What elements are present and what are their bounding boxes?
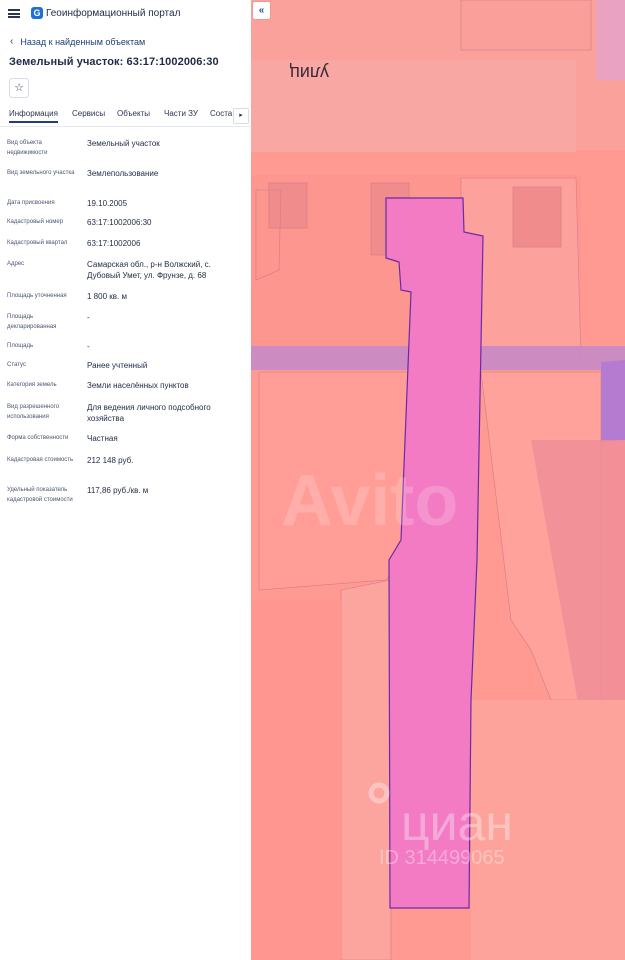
info-value: 63:17:1002006:30	[87, 218, 152, 227]
road-east-segment	[601, 360, 625, 442]
info-value: Частная	[87, 434, 118, 443]
info-value: 1 800 кв. м	[87, 292, 127, 301]
info-label: Статус	[7, 362, 26, 368]
info-label: Дата присвоения	[7, 200, 55, 206]
tab-services[interactable]: Сервисы	[72, 109, 106, 118]
info-value: -	[87, 342, 90, 351]
info-value: Землепользование	[87, 169, 159, 178]
cian-brand-text: циан	[401, 795, 513, 851]
info-label: Площадь уточненная	[7, 293, 67, 299]
info-label: Адрес	[7, 261, 25, 267]
tab-bar	[0, 106, 251, 127]
hamburger-menu-icon[interactable]	[8, 9, 20, 18]
info-label: Категория земель	[7, 382, 57, 388]
info-value: 212 148 руб.	[87, 456, 134, 465]
info-panel	[0, 0, 252, 960]
info-label: Кадастровый номер	[7, 219, 64, 225]
street-label: улиц	[289, 63, 329, 83]
info-value: Ранее учтенный	[87, 361, 148, 370]
cian-id-text: ID 314499065	[379, 847, 505, 869]
arrow-right-icon: ▸	[239, 112, 243, 119]
info-value: Земли населённых пунктов	[87, 381, 189, 390]
info-value: Для ведения личного подсобного хозяйства	[87, 403, 211, 423]
parcel-lower-strip	[341, 580, 391, 960]
info-label: Вид земельного участка	[7, 170, 75, 176]
double-chevron-left-icon: «	[258, 5, 265, 16]
app-title: Геоинформационный портал	[46, 8, 181, 19]
info-label: Вид объекта недвижимости	[7, 140, 48, 156]
tab-information[interactable]: Информация	[9, 109, 58, 123]
back-link-label: Назад к найденным объектам	[20, 36, 146, 47]
tab-composition[interactable]: Соста	[210, 109, 233, 118]
collapse-panel-button[interactable]	[253, 2, 270, 19]
info-label: Площадь декларированная	[7, 314, 57, 330]
info-label: Площадь	[7, 343, 34, 349]
building-3	[513, 187, 561, 247]
star-icon: ☆	[14, 82, 24, 94]
chevron-left-icon: ‹	[10, 36, 14, 47]
info-label: Удельный показатель кадастровой стоимости	[7, 487, 73, 503]
info-value: Земельный участок	[87, 139, 160, 148]
info-label: Форма собственности	[7, 435, 69, 441]
top-bar	[0, 0, 251, 28]
block-south-west	[251, 600, 341, 960]
parcel-ne-corner	[596, 0, 625, 80]
portal-logo-icon: G	[31, 7, 43, 19]
map-canvas[interactable]	[251, 0, 625, 960]
tab-parcel-parts[interactable]: Части ЗУ	[164, 109, 198, 118]
object-title: Земельный участок: 63:17:1002006:30	[9, 56, 219, 68]
parcel-top	[461, 0, 591, 50]
back-to-results-link[interactable]	[10, 36, 145, 47]
tabs-scroll-right-button[interactable]	[233, 108, 249, 124]
favorite-star-button[interactable]	[9, 78, 29, 98]
info-label: Кадастровая стоимость	[7, 457, 74, 463]
info-label: Кадастровый квартал	[7, 240, 68, 246]
info-label: Вид разрешенного использования	[7, 404, 60, 420]
info-value: Самарская обл., р-н Волжский, с. Дубовый Умет, ул. Фрунзе, д. 68	[87, 260, 211, 280]
tab-objects[interactable]: Объекты	[117, 109, 150, 118]
avito-watermark: Avito	[281, 461, 459, 541]
info-value: 63:17:1002006	[87, 239, 141, 248]
info-value: -	[87, 313, 90, 322]
info-value: 19.10.2005	[87, 199, 128, 208]
cadastral-map[interactable]	[251, 0, 625, 960]
info-value: 117,86 руб./кв. м	[87, 486, 149, 495]
